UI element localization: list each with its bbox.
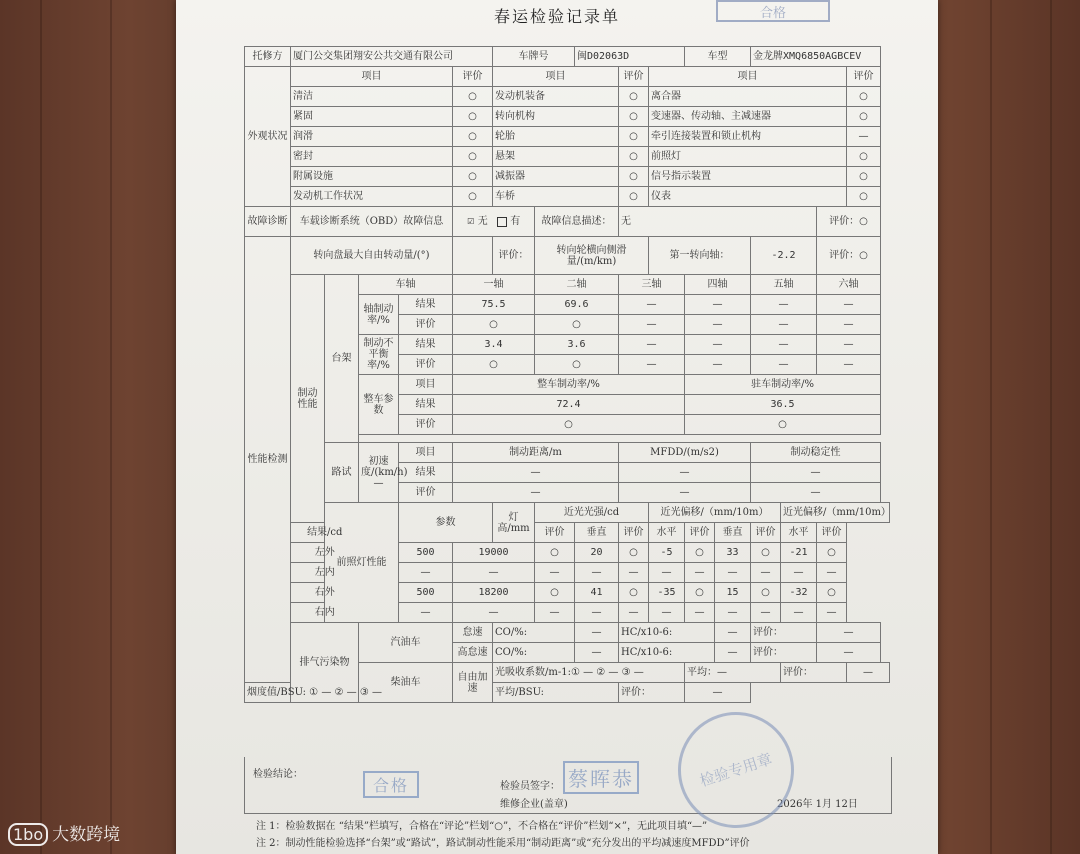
company-round-stamp: 检验专用章 [663,697,809,843]
footnotes: 注 1：检验数据在 “结果”栏填写，合格在“评论”栏划“○”，不合格在“评价”栏划“×”，无此项目填“—” 注 2：制动性能检验选择“台架”或“路试”，路试制动性能采用“制动距离”或“充分发出的平均减速度MFDD”评价 [256,821,750,849]
model-value: 金龙牌XMQ6850AGBCEV [751,47,881,67]
appearance-row: 发动机工作状况 ○ 车桥 ○ 仪表 ○ [245,187,890,207]
appearance-row: 密封 ○ 悬架 ○ 前照灯 ○ [245,147,890,167]
fault-row: 故障诊断 车载诊断系统（OBD）故障信息 ☑ 无 有 故障信息描述： 无 评价：○ [245,207,890,237]
header-row: 托修方 厦门公交集团翔安公共交通有限公司 车牌号 闽D02063D 车型 金龙牌XMQ6850AGBCEV [245,47,890,67]
appearance-row: 紧固 ○ 转向机构 ○ 变速器、传动轴、主减速器 ○ [245,107,890,127]
headlamp-row: 右内 — — — — — — — — — — — [245,603,890,623]
watermark-logo-icon: 1bo [8,823,48,846]
appearance-row: 附属设施 ○ 减振器 ○ 信号指示装置 ○ [245,167,890,187]
conclusion-box: 检验结论： 合格 检验员签字： 蔡晖恭 维修企业(盖章) 2026年 1月 12日 [244,757,892,814]
inspection-table: 托修方 厦门公交集团翔安公共交通有限公司 车牌号 闽D02063D 车型 金龙牌XMQ6850AGBCEV 外观状况 项目 评价 项目 评价 项目 评价 清洁 ○ 发动机装备 ○ 离合器 ○ 紧固 ○ 转向机构 ○ 变速器、传动轴、主减速器 ○ 润滑 ○ 轮胎 ○ 牵引连接装置和锁止机构 — 密封 ○ 悬架 ○ 前照灯 ○ 附属设施 ○ 减振器 ○ 信号指示装置 ○ 发动机工作状况 ○ 车桥 ○ 仪表 ○ 故障诊断 车载诊断系统（OBD）故障信息 ☑ 无 有 故障信息描述： 无 评价：○ 性能检测 转向盘最大自由转动量/(°) 评价： 转向轮横向侧滑量/(m/km) 第一转向轴： -2.2 评价：○ 制动性能 台架 车轴 一轴 二轴 三轴 四轴 五轴 六轴 轴制动率/% 结果 75.5 69.6 — — — — 评价 ○ ○ — — — — 制动不平衡率/% 结果 3.4 3.6 — — — — 评价 ○ ○ — — — — 整车参数 项目 整车制动率/% 驻车制动率/% 结果 72.4 36.5 评价 ○ ○ 路试 初速度/(km/h) — 项目 制动距离/m MFDD/(m/s2) 制动稳定性 结果 — — — 评价 — — — 前照灯性能 参数 灯高/mm 近光光强/cd 近光偏移/（mm/10m） 近光偏移/（mm/10m） 结果/cd 评价 垂直 评价 水平 评价 垂直 评价 水平 评价 左外 500 19000 ○ 20 ○ -5 ○ 33 ○ -21 ○ 左内 — — — — — — — — — — — 右外 500 18200 ○ 41 ○ -35 ○ 15 ○ -32 ○ 右内 — — — — — — — — — — — 排气污染物 汽油车 怠速 CO/%: — HC/x10-6: — 评价： — 高怠速 CO/%: — HC/x10-6: — 评价： — 柴油车 自由加速 光吸收系数/m-1:① — ② — ③ — 平均：— 评价： — 烟度值/BSU: ① — ② — ③ — 平均/BSU: 评价： — [244,46,890,703]
headlamp-row: 左内 — — — — — — — — — — — [245,563,890,583]
conclusion-stamp: 合格 [363,771,419,798]
page-title: 春运检验记录单 [493,7,620,26]
checkbox-none-checked: ☑ [467,216,475,226]
axle1-slip-value: -2.2 [751,237,817,275]
fault-section-label: 故障诊断 [245,207,291,237]
inspector-signature-stamp: 蔡晖恭 [563,761,639,794]
appearance-row: 清洁 ○ 发动机装备 ○ 离合器 ○ [245,87,890,107]
plate-value: 闽D02063D [575,47,685,67]
performance-section-label: 性能检测 [245,237,291,683]
appearance-row: 润滑 ○ 轮胎 ○ 牵引连接装置和锁止机构 — [245,127,890,147]
inspection-form-sheet [176,0,938,854]
fault-description: 无 [619,207,817,237]
checkbox-yes [497,217,507,227]
vehicle-brake-rate: 72.4 [453,395,685,415]
appearance-section-label: 外观状况 [245,67,291,207]
headlamp-row: 右外 500 18200 ○ 41 ○ -35 ○ 15 ○ -32 ○ [245,583,890,603]
watermark: 1bo 大数跨境 [8,820,120,846]
qualified-stamp: 合格 [716,0,830,22]
inspection-date: 2026年 1月 12日 [777,799,858,810]
client-value: 厦门公交集团翔安公共交通有限公司 [291,47,493,67]
headlamp-row: 左外 500 19000 ○ 20 ○ -5 ○ 33 ○ -21 ○ [245,543,890,563]
parking-brake-rate: 36.5 [685,395,881,415]
